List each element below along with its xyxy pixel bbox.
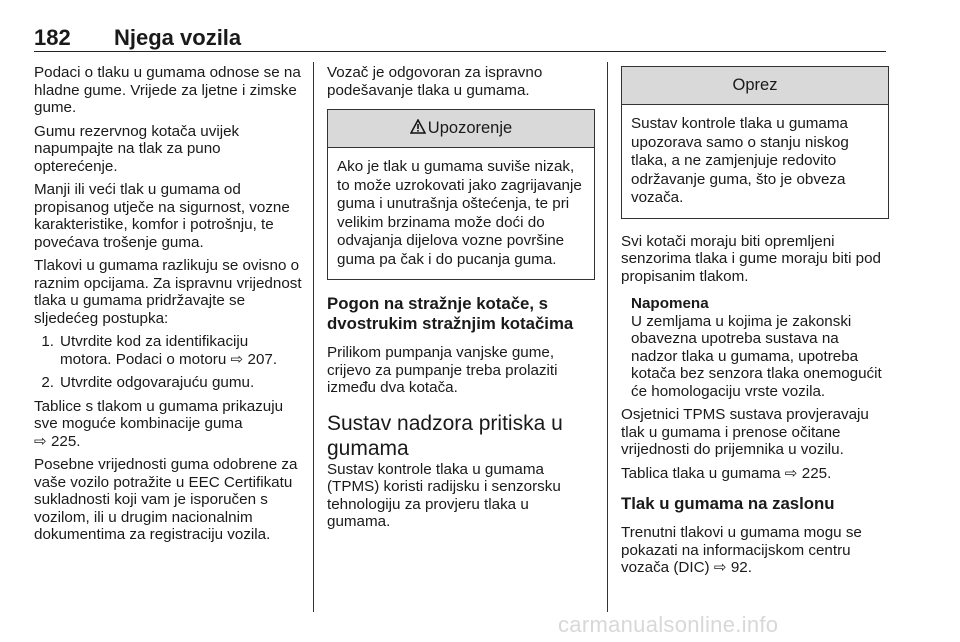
warning-title: Upozorenje [427, 118, 513, 137]
paragraph: Podaci o tlaku u gumama odnose se na hladne gume. Vrijede za ljetne i zimske gume. [34, 64, 301, 116]
list-text: Utvrdite kod za identifikaciju motora. Podaci o motoru [60, 333, 249, 368]
caution-box [621, 66, 889, 219]
paragraph: Tlakovi u gumama razlikuju se ovisno o raznim opcijama. Za ispravnu vrijednost tlaka u gumama pridržavajte se sljedećeg postupka: [34, 257, 302, 327]
list-text: Utvrdite odgovarajuću gumu. [60, 374, 255, 391]
page-ref[interactable]: 207. [247, 350, 278, 368]
page-ref[interactable]: 225. [801, 464, 832, 482]
page-ref[interactable]: 225. [50, 432, 81, 450]
section-heading: Tlak u gumama na zaslonu [621, 494, 835, 513]
list-number: 1. [41, 333, 54, 350]
column-2 [327, 64, 595, 537]
paragraph: Tablica tlaka u gumama ⇨ 225. [621, 464, 832, 482]
caution-header [622, 67, 888, 105]
page-ref[interactable]: 92. [730, 559, 752, 576]
page-ref-arrow-icon: ⇨ [713, 559, 727, 576]
page-ref-arrow-icon: ⇨ [230, 350, 244, 368]
paragraph: Manji ili veći tlak u gumama od propisanog utječe na sigurnost, vozne karakteristike, komfor i potrošnju, te povećava trošenje guma. [34, 181, 290, 251]
warning-box [327, 109, 595, 280]
paragraph: Svi kotači moraju biti opremljeni senzorima tlaka i gume moraju biti pod propisanim tlakom. [621, 232, 881, 285]
caution-text: Sustav kontrole tlaka u gumama upozorava samo o stanju niskog tlaka, a ne zamjenjuje redovito održavanje guma, što je obveza vozača. [631, 115, 849, 206]
paragraph: Sustav kontrole tlaka u gumama (TPMS) koristi radijsku i senzorsku tehnologiju za provjeru tlaka u gumama. [327, 460, 561, 530]
section-title: Sustav nadzora pritiska u gumama [327, 411, 563, 460]
paragraph: Posebne vrijednosti guma odobrene za vaše vozilo potražite u EEC Certifikatu sukladnosti koji vam je isporučen s vozilom, ili u drugim nacionalnim dokumentima za registraciju vozila. [34, 456, 298, 543]
chapter-title: Njega vozila [114, 25, 242, 50]
caution-title: Oprez [732, 75, 778, 94]
watermark: carmanualsonline.info [558, 612, 779, 637]
paragraph: Vozač je odgovoran za ispravno podešavanje tlaka u gumama. [327, 64, 543, 99]
page-ref-arrow-icon: ⇨ [784, 464, 798, 482]
list-number: 2. [41, 374, 54, 391]
paragraph: Osjetnici TPMS sustava provjeravaju tlak u gumama i prenose očitane vrijednosti do prijemnika u vozilu. [621, 406, 869, 458]
warning-text: Ako je tlak u gumama suviše nizak, to može uzrokovati jako zagrijavanje guma i unutrašnja oštećenja, te pri velikim brzinama može doći do odvajanja dijelova vozne površine guma pa čak i do pucanja guma. [337, 158, 582, 268]
note-text: U zemljama u kojima je zakonski obavezna upotreba sustava na nadzor tlaka u gumama, upotreba kotača bez senzora tlaka onemogućit će homologaciju vrste vozila. [631, 312, 882, 400]
column-divider [607, 62, 608, 612]
note-title: Napomena [631, 295, 709, 312]
paragraph: Trenutni tlakovi u gumama mogu se pokazati na informacijskom centru vozača (DIC) ⇨ 92. [621, 524, 862, 576]
warning-header [328, 110, 594, 148]
paragraph: Tablice s tlakom u gumama prikazuju sve moguće kombinacije guma ⇨ 225. [34, 397, 284, 450]
column-3 [621, 64, 889, 583]
warning-triangle-icon [410, 119, 426, 139]
column-divider [313, 62, 314, 612]
paragraph: Gumu rezervnog kotača uvijek napumpajte na tlak za puno opterećenje. [34, 122, 240, 175]
page-number: 182 [34, 25, 71, 50]
list-item [34, 333, 302, 368]
page-ref-arrow-icon: ⇨ [34, 432, 47, 450]
list-item [34, 374, 302, 392]
section-heading: Pogon na stražnje kotače, s dvostrukim stražnjim kotačima [327, 294, 574, 333]
note-block [621, 295, 889, 400]
paragraph: Prilikom pumpanja vanjske gume, crijevo za pumpanje treba prolaziti između dva kotača. [327, 344, 558, 396]
page-header [34, 26, 886, 52]
column-1 [34, 64, 302, 550]
